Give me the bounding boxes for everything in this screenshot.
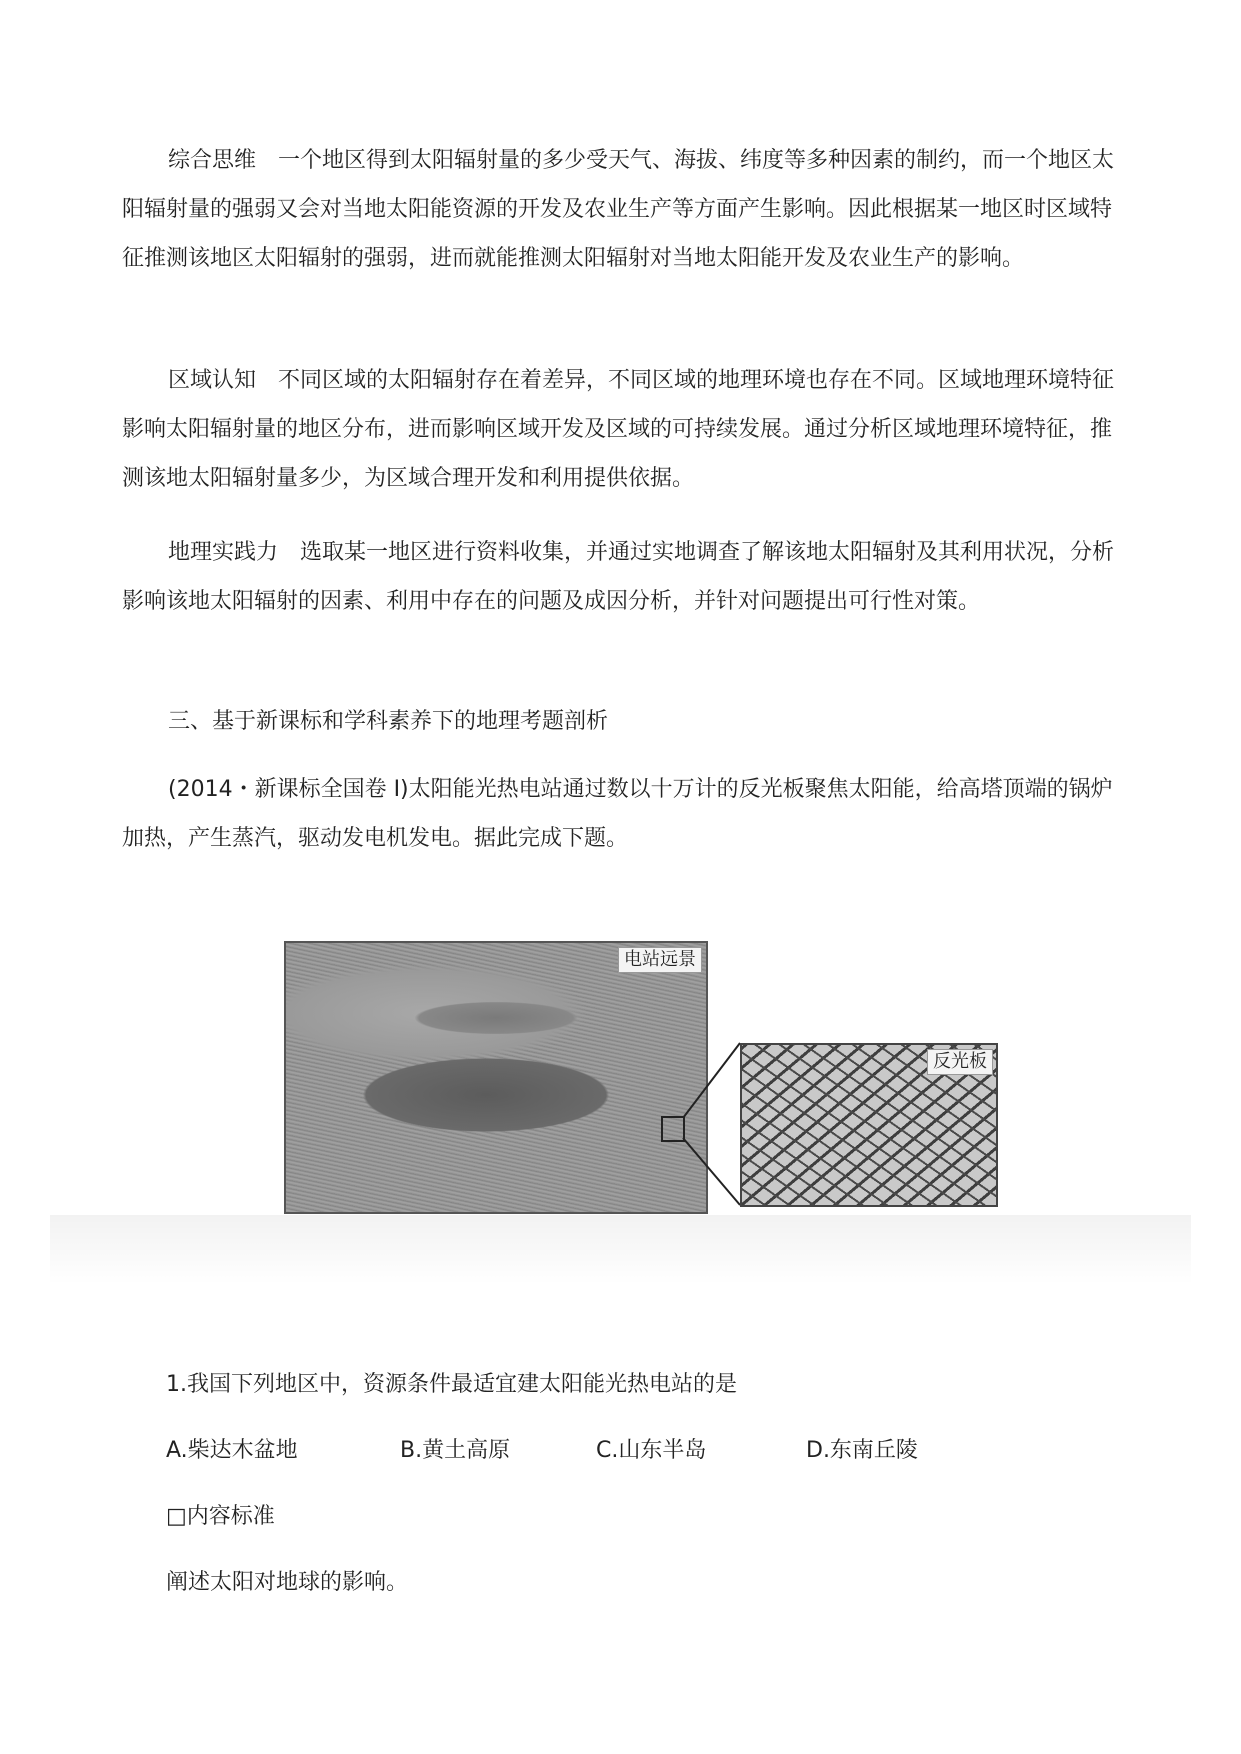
paragraph-regional-cognition: 区域认知 不同区域的太阳辐射存在着差异，不同区域的地理环境也存在不同。区域地理环境特征影响太阳辐射量的地区分布，进而影响区域开发及区域的可持续发展。通过分析区域地理环境特征，推测该地太阳辐射量多少，为区域合理开发和利用提供依据。	[122, 368, 1115, 491]
paragraph-comprehensive-thinking: 综合思维 一个地区得到太阳辐射量的多少受天气、海拔、纬度等多种因素的制约，而一个地区太阳辐射量的强弱又会对当地太阳能资源的开发及农业生产等方面产生影响。因此根据某一地区时区域特征推测该地区太阳辐射的强弱，进而就能推测太阳辐射对当地太阳能开发及农业生产的影响。	[122, 148, 1115, 271]
option-c: C.山东半岛	[596, 1438, 707, 1463]
question-stem: 1.我国下列地区中，资源条件最适宜建太阳能光热电站的是	[166, 1372, 737, 1397]
scan-shadow	[50, 1215, 1191, 1285]
reflector-label: 反光板	[927, 1049, 993, 1075]
question-intro: (2014・新课标全国卷 I)太阳能光热电站通过数以十万计的反光板聚焦太阳能，给高塔顶端的锅炉加热，产生蒸汽，驱动发电机发电。据此完成下题。	[122, 777, 1113, 851]
option-a: A.柴达木盆地	[166, 1438, 298, 1463]
solar-plant-figure	[276, 930, 998, 1230]
section-heading: 三、基于新课标和学科素养下的地理考题剖析	[168, 709, 609, 734]
power-station-label: 电站远景	[618, 947, 702, 973]
option-d: D.东南丘陵	[806, 1438, 918, 1463]
option-b: B.黄土高原	[400, 1438, 511, 1463]
content-standard-text: 阐述太阳对地球的影响。	[166, 1570, 409, 1595]
paragraph-geographic-practice: 地理实践力 选取某一地区进行资料收集，并通过实地调查了解该地太阳辐射及其利用状况，分析影响该地太阳辐射的因素、利用中存在的问题及成因分析，并针对问题提出可行性对策。	[122, 540, 1115, 614]
content-standard-heading: □内容标准	[166, 1504, 275, 1529]
reflector-panels-photo	[740, 1043, 998, 1207]
